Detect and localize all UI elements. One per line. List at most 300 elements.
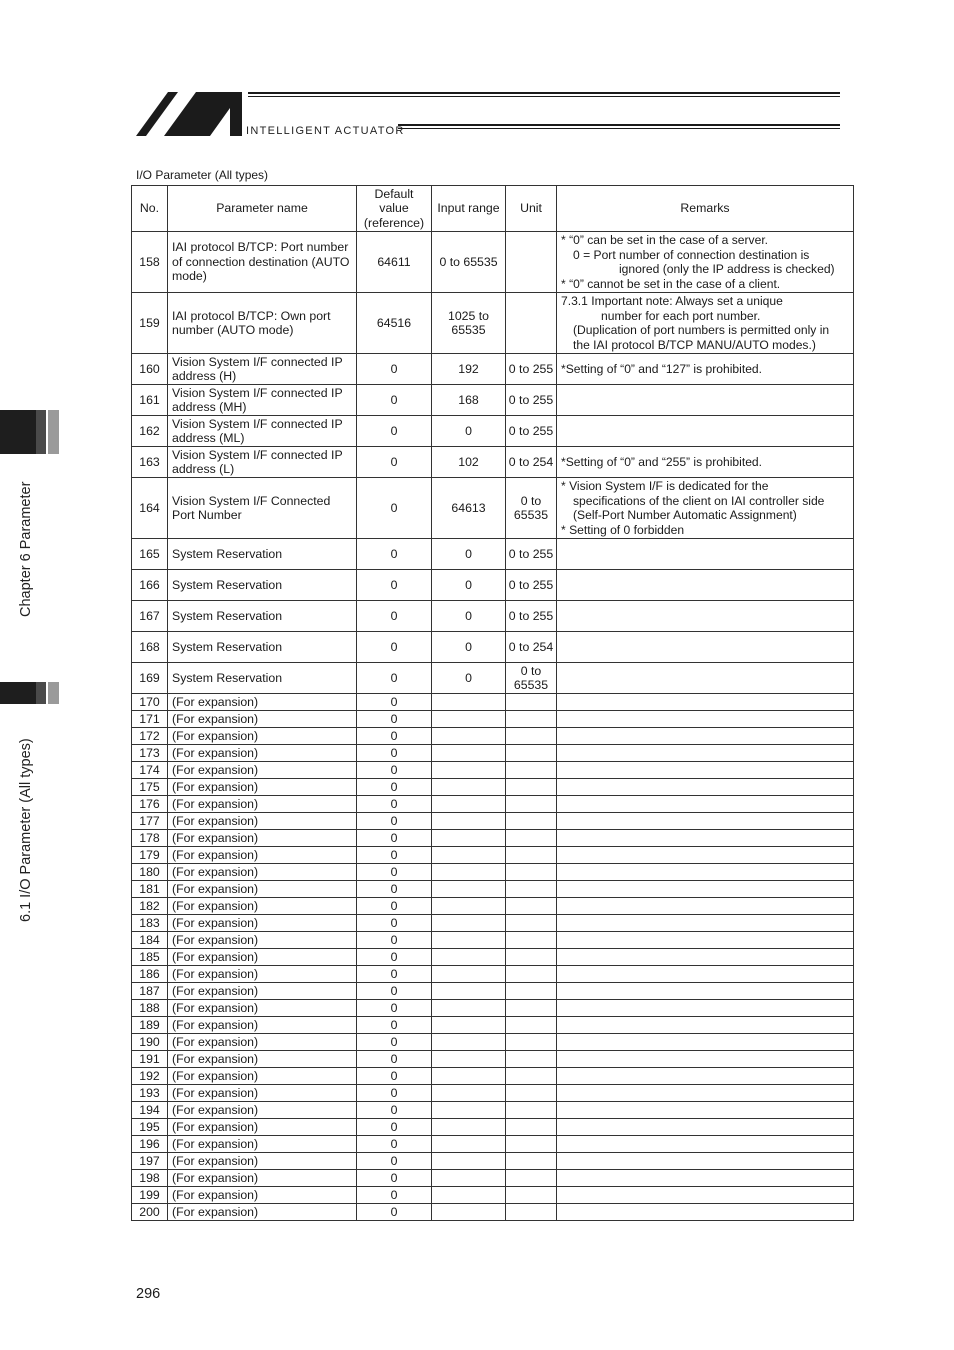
cell-no: 164 <box>132 478 168 539</box>
cell-unit <box>506 864 557 881</box>
chapter-label: Chapter 6 Parameter <box>18 481 34 617</box>
table-row <box>132 745 854 762</box>
cell-remarks <box>557 1034 854 1051</box>
cell-remarks <box>557 949 854 966</box>
cell-parameter-name: (For expansion) <box>168 966 357 983</box>
io-parameter-table <box>131 185 854 1221</box>
cell-no: 188 <box>132 1000 168 1017</box>
cell-remarks <box>557 293 854 354</box>
cell-unit: 0 to 254 <box>506 447 557 478</box>
cell-parameter-name: (For expansion) <box>168 762 357 779</box>
cell-remarks <box>557 813 854 830</box>
cell-default-value: 0 <box>357 881 432 898</box>
cell-input-range <box>432 711 506 728</box>
cell-remarks <box>557 745 854 762</box>
cell-unit <box>506 1085 557 1102</box>
cell-parameter-name: (For expansion) <box>168 864 357 881</box>
cell-parameter-name: IAI protocol B/TCP: Port number of connection destination (AUTO mode) <box>168 232 357 293</box>
cell-parameter-name: Vision System I/F Connected Port Number <box>168 478 357 539</box>
cell-parameter-name: (For expansion) <box>168 1170 357 1187</box>
remark-line: specifications of the client on IAI controller side <box>573 493 825 508</box>
cell-input-range <box>432 762 506 779</box>
remark-line: * Vision System I/F is dedicated for the <box>561 479 769 493</box>
cell-remarks <box>557 1051 854 1068</box>
cell-parameter-name: (For expansion) <box>168 1119 357 1136</box>
cell-input-range <box>432 949 506 966</box>
table-row <box>132 915 854 932</box>
table-row <box>132 1085 854 1102</box>
cell-default-value: 0 <box>357 1034 432 1051</box>
iai-logo-mark <box>136 90 840 138</box>
table-row <box>132 932 854 949</box>
cell-no: 191 <box>132 1051 168 1068</box>
cell-no: 182 <box>132 898 168 915</box>
cell-unit <box>506 232 557 293</box>
cell-default-value: 0 <box>357 966 432 983</box>
cell-parameter-name: (For expansion) <box>168 1136 357 1153</box>
cell-no: 166 <box>132 570 168 601</box>
cell-remarks <box>557 1187 854 1204</box>
table-row <box>132 898 854 915</box>
cell-default-value: 0 <box>357 1119 432 1136</box>
cell-input-range <box>432 966 506 983</box>
remark-line: *Setting of “0” and “255” is prohibited. <box>561 454 763 469</box>
cell-input-range <box>432 847 506 864</box>
logo-text: INTELLIGENT ACTUATOR <box>246 125 405 137</box>
cell-no: 171 <box>132 711 168 728</box>
cell-unit: 0 to 65535 <box>506 478 557 539</box>
cell-no: 185 <box>132 949 168 966</box>
cell-input-range <box>432 1187 506 1204</box>
cell-parameter-name: (For expansion) <box>168 779 357 796</box>
cell-input-range: 1025 to 65535 <box>432 293 506 354</box>
cell-unit: 0 to 254 <box>506 632 557 663</box>
cell-unit <box>506 898 557 915</box>
cell-parameter-name: System Reservation <box>168 570 357 601</box>
cell-unit <box>506 1204 557 1221</box>
cell-input-range: 0 <box>432 416 506 447</box>
cell-unit <box>506 1000 557 1017</box>
cell-parameter-name: (For expansion) <box>168 1204 357 1221</box>
remark-line: number for each port number. <box>601 308 761 323</box>
cell-parameter-name: (For expansion) <box>168 915 357 932</box>
table-row <box>132 1068 854 1085</box>
cell-input-range <box>432 1102 506 1119</box>
remark-line: *Setting of “0” and “127” is prohibited. <box>561 361 763 376</box>
cell-default-value: 0 <box>357 830 432 847</box>
cell-input-range <box>432 1085 506 1102</box>
cell-unit <box>506 728 557 745</box>
cell-remarks <box>557 1153 854 1170</box>
cell-unit <box>506 1153 557 1170</box>
table-row <box>132 570 854 601</box>
cell-no: 190 <box>132 1034 168 1051</box>
table-row <box>132 983 854 1000</box>
cell-unit: 0 to 255 <box>506 416 557 447</box>
cell-parameter-name: IAI protocol B/TCP: Own port number (AUTO mode) <box>168 293 357 354</box>
cell-input-range <box>432 813 506 830</box>
table-row <box>132 949 854 966</box>
cell-parameter-name: (For expansion) <box>168 1187 357 1204</box>
cell-default-value: 0 <box>357 539 432 570</box>
cell-remarks <box>557 232 854 293</box>
cell-default-value: 0 <box>357 898 432 915</box>
cell-default-value: 0 <box>357 864 432 881</box>
cell-no: 187 <box>132 983 168 1000</box>
cell-remarks <box>557 1000 854 1017</box>
cell-no: 170 <box>132 694 168 711</box>
cell-remarks <box>557 601 854 632</box>
table-row <box>132 293 854 354</box>
cell-input-range <box>432 830 506 847</box>
cell-remarks <box>557 847 854 864</box>
cell-remarks <box>557 385 854 416</box>
cell-remarks <box>557 1136 854 1153</box>
cell-remarks <box>557 1119 854 1136</box>
table-row <box>132 1017 854 1034</box>
cell-no: 200 <box>132 1204 168 1221</box>
cell-default-value: 0 <box>357 1085 432 1102</box>
cell-parameter-name: (For expansion) <box>168 881 357 898</box>
cell-remarks <box>557 966 854 983</box>
table-row <box>132 1153 854 1170</box>
cell-input-range: 0 <box>432 539 506 570</box>
cell-no: 192 <box>132 1068 168 1085</box>
table-row <box>132 1102 854 1119</box>
cell-remarks <box>557 881 854 898</box>
table-row <box>132 1034 854 1051</box>
cell-unit <box>506 1051 557 1068</box>
cell-unit <box>506 745 557 762</box>
cell-parameter-name: (For expansion) <box>168 1068 357 1085</box>
iai-logo <box>136 90 840 138</box>
table-row <box>132 1204 854 1221</box>
cell-parameter-name: (For expansion) <box>168 1085 357 1102</box>
cell-default-value: 0 <box>357 745 432 762</box>
cell-no: 168 <box>132 632 168 663</box>
cell-input-range <box>432 915 506 932</box>
cell-unit <box>506 1068 557 1085</box>
cell-input-range <box>432 694 506 711</box>
cell-parameter-name: (For expansion) <box>168 1034 357 1051</box>
cell-default-value: 0 <box>357 762 432 779</box>
cell-unit: 0 to 255 <box>506 539 557 570</box>
cell-input-range <box>432 779 506 796</box>
cell-input-range <box>432 745 506 762</box>
cell-input-range: 102 <box>432 447 506 478</box>
cell-no: 199 <box>132 1187 168 1204</box>
table-row <box>132 694 854 711</box>
cell-no: 165 <box>132 539 168 570</box>
cell-no: 173 <box>132 745 168 762</box>
cell-parameter-name: System Reservation <box>168 632 357 663</box>
cell-no: 197 <box>132 1153 168 1170</box>
cell-parameter-name: (For expansion) <box>168 949 357 966</box>
cell-default-value: 0 <box>357 779 432 796</box>
cell-parameter-name: (For expansion) <box>168 898 357 915</box>
cell-remarks <box>557 898 854 915</box>
cell-default-value: 0 <box>357 711 432 728</box>
cell-unit <box>506 293 557 354</box>
table-row <box>132 1119 854 1136</box>
cell-remarks <box>557 932 854 949</box>
table-row <box>132 1000 854 1017</box>
cell-no: 186 <box>132 966 168 983</box>
remark-line: the IAI protocol B/TCP MANU/AUTO modes.) <box>573 337 816 352</box>
cell-remarks <box>557 632 854 663</box>
cell-input-range <box>432 881 506 898</box>
cell-default-value: 0 <box>357 601 432 632</box>
header-parameter-name: Parameter name <box>168 186 357 232</box>
remark-line: * Setting of 0 forbidden <box>561 522 685 537</box>
cell-remarks <box>557 478 854 539</box>
cell-no: 169 <box>132 663 168 694</box>
cell-input-range <box>432 796 506 813</box>
cell-remarks <box>557 539 854 570</box>
cell-remarks <box>557 728 854 745</box>
cell-remarks <box>557 447 854 478</box>
cell-no: 167 <box>132 601 168 632</box>
cell-unit <box>506 847 557 864</box>
cell-default-value: 0 <box>357 1102 432 1119</box>
cell-input-range: 64613 <box>432 478 506 539</box>
table-row <box>132 762 854 779</box>
cell-input-range: 0 <box>432 601 506 632</box>
table-row <box>132 354 854 385</box>
cell-default-value: 0 <box>357 1068 432 1085</box>
cell-parameter-name: (For expansion) <box>168 847 357 864</box>
cell-unit <box>506 1170 557 1187</box>
cell-default-value: 0 <box>357 663 432 694</box>
cell-remarks <box>557 694 854 711</box>
cell-input-range <box>432 1204 506 1221</box>
cell-parameter-name: (For expansion) <box>168 932 357 949</box>
cell-parameter-name: (For expansion) <box>168 745 357 762</box>
cell-no: 194 <box>132 1102 168 1119</box>
table-header-row <box>132 186 854 232</box>
table-row <box>132 864 854 881</box>
cell-default-value: 0 <box>357 1153 432 1170</box>
cell-input-range <box>432 1153 506 1170</box>
cell-input-range <box>432 864 506 881</box>
cell-default-value: 0 <box>357 1000 432 1017</box>
cell-no: 160 <box>132 354 168 385</box>
cell-parameter-name: Vision System I/F connected IP address (H) <box>168 354 357 385</box>
cell-parameter-name: (For expansion) <box>168 1017 357 1034</box>
cell-default-value: 0 <box>357 570 432 601</box>
cell-default-value: 0 <box>357 983 432 1000</box>
cell-input-range: 0 to 65535 <box>432 232 506 293</box>
cell-default-value: 0 <box>357 949 432 966</box>
cell-default-value: 0 <box>357 694 432 711</box>
cell-remarks <box>557 779 854 796</box>
page-number: 296 <box>136 1286 161 1302</box>
cell-default-value: 0 <box>357 915 432 932</box>
cell-input-range <box>432 1017 506 1034</box>
cell-parameter-name: (For expansion) <box>168 711 357 728</box>
cell-no: 184 <box>132 932 168 949</box>
remark-line: 0 = Port number of connection destination is <box>573 247 810 262</box>
cell-default-value: 0 <box>357 932 432 949</box>
cell-remarks <box>557 1068 854 1085</box>
cell-unit: 0 to 255 <box>506 385 557 416</box>
table-row <box>132 728 854 745</box>
table-row <box>132 1051 854 1068</box>
cell-remarks <box>557 983 854 1000</box>
cell-unit <box>506 813 557 830</box>
cell-no: 172 <box>132 728 168 745</box>
cell-parameter-name: (For expansion) <box>168 1051 357 1068</box>
remark-line: ignored (only the IP address is checked) <box>619 262 835 276</box>
cell-parameter-name: Vision System I/F connected IP address (L) <box>168 447 357 478</box>
table-row <box>132 966 854 983</box>
section-label: 6.1 I/O Parameter (All types) <box>18 738 34 922</box>
cell-input-range: 168 <box>432 385 506 416</box>
cell-parameter-name: Vision System I/F connected IP address (ML) <box>168 416 357 447</box>
cell-remarks <box>557 1204 854 1221</box>
cell-parameter-name: System Reservation <box>168 539 357 570</box>
cell-default-value: 0 <box>357 385 432 416</box>
table-row <box>132 632 854 663</box>
table-row <box>132 1136 854 1153</box>
cell-unit <box>506 915 557 932</box>
cell-unit <box>506 983 557 1000</box>
cell-remarks <box>557 1102 854 1119</box>
table-row <box>132 478 854 539</box>
cell-unit <box>506 1119 557 1136</box>
cell-remarks <box>557 570 854 601</box>
table-row <box>132 385 854 416</box>
remark-line: (Self-Port Number Automatic Assignment) <box>573 508 797 522</box>
cell-input-range: 0 <box>432 663 506 694</box>
table-row <box>132 847 854 864</box>
cell-remarks <box>557 1170 854 1187</box>
cell-no: 193 <box>132 1085 168 1102</box>
cell-unit: 0 to 255 <box>506 601 557 632</box>
cell-default-value: 0 <box>357 478 432 539</box>
cell-unit <box>506 694 557 711</box>
cell-no: 162 <box>132 416 168 447</box>
cell-input-range <box>432 932 506 949</box>
cell-unit <box>506 1034 557 1051</box>
header-remarks: Remarks <box>557 186 854 232</box>
cell-unit <box>506 796 557 813</box>
cell-parameter-name: (For expansion) <box>168 1102 357 1119</box>
cell-input-range <box>432 1136 506 1153</box>
cell-input-range: 0 <box>432 570 506 601</box>
cell-unit <box>506 830 557 847</box>
cell-input-range <box>432 1170 506 1187</box>
cell-unit <box>506 949 557 966</box>
cell-unit <box>506 711 557 728</box>
cell-unit <box>506 932 557 949</box>
cell-parameter-name: System Reservation <box>168 663 357 694</box>
cell-parameter-name: (For expansion) <box>168 1000 357 1017</box>
cell-input-range <box>432 1034 506 1051</box>
cell-parameter-name: (For expansion) <box>168 983 357 1000</box>
table-row <box>132 416 854 447</box>
cell-default-value: 0 <box>357 632 432 663</box>
cell-unit <box>506 1136 557 1153</box>
cell-remarks <box>557 762 854 779</box>
cell-no: 161 <box>132 385 168 416</box>
cell-no: 159 <box>132 293 168 354</box>
cell-remarks <box>557 663 854 694</box>
table-row <box>132 232 854 293</box>
cell-remarks <box>557 711 854 728</box>
cell-no: 189 <box>132 1017 168 1034</box>
cell-unit <box>506 881 557 898</box>
cell-default-value: 0 <box>357 416 432 447</box>
header-unit: Unit <box>506 186 557 232</box>
cell-parameter-name: (For expansion) <box>168 830 357 847</box>
cell-input-range <box>432 898 506 915</box>
cell-default-value: 0 <box>357 847 432 864</box>
cell-unit: 0 to 255 <box>506 570 557 601</box>
cell-no: 179 <box>132 847 168 864</box>
table-row <box>132 881 854 898</box>
cell-default-value: 0 <box>357 1136 432 1153</box>
header-no: No. <box>132 186 168 232</box>
cell-remarks <box>557 864 854 881</box>
cell-default-value: 64516 <box>357 293 432 354</box>
section-tab-marker <box>0 682 59 704</box>
cell-default-value: 0 <box>357 1187 432 1204</box>
table-row <box>132 663 854 694</box>
cell-parameter-name: System Reservation <box>168 601 357 632</box>
remark-line: * “0” cannot be set in the case of a client. <box>561 276 781 291</box>
cell-unit <box>506 1187 557 1204</box>
cell-no: 177 <box>132 813 168 830</box>
cell-parameter-name: (For expansion) <box>168 728 357 745</box>
cell-remarks <box>557 1017 854 1034</box>
cell-default-value: 0 <box>357 447 432 478</box>
cell-default-value: 0 <box>357 1017 432 1034</box>
cell-no: 196 <box>132 1136 168 1153</box>
table-row <box>132 813 854 830</box>
cell-remarks <box>557 830 854 847</box>
cell-default-value: 0 <box>357 1204 432 1221</box>
cell-unit <box>506 1017 557 1034</box>
cell-input-range <box>432 1051 506 1068</box>
cell-unit: 0 to 255 <box>506 354 557 385</box>
cell-no: 163 <box>132 447 168 478</box>
cell-no: 195 <box>132 1119 168 1136</box>
header-default-value: Default value (reference) <box>357 186 432 232</box>
cell-unit: 0 to 65535 <box>506 663 557 694</box>
cell-input-range: 192 <box>432 354 506 385</box>
cell-default-value: 0 <box>357 813 432 830</box>
cell-input-range <box>432 1119 506 1136</box>
cell-parameter-name: (For expansion) <box>168 813 357 830</box>
cell-remarks <box>557 354 854 385</box>
cell-remarks <box>557 1085 854 1102</box>
table-row <box>132 601 854 632</box>
cell-default-value: 0 <box>357 1170 432 1187</box>
cell-no: 180 <box>132 864 168 881</box>
table-row <box>132 1170 854 1187</box>
table-row <box>132 447 854 478</box>
cell-remarks <box>557 796 854 813</box>
cell-no: 198 <box>132 1170 168 1187</box>
cell-remarks <box>557 416 854 447</box>
cell-no: 178 <box>132 830 168 847</box>
chapter-tab-marker <box>0 410 59 454</box>
cell-input-range <box>432 1000 506 1017</box>
cell-parameter-name: (For expansion) <box>168 1153 357 1170</box>
cell-input-range <box>432 728 506 745</box>
remark-line: * “0” can be set in the case of a server. <box>561 233 769 247</box>
